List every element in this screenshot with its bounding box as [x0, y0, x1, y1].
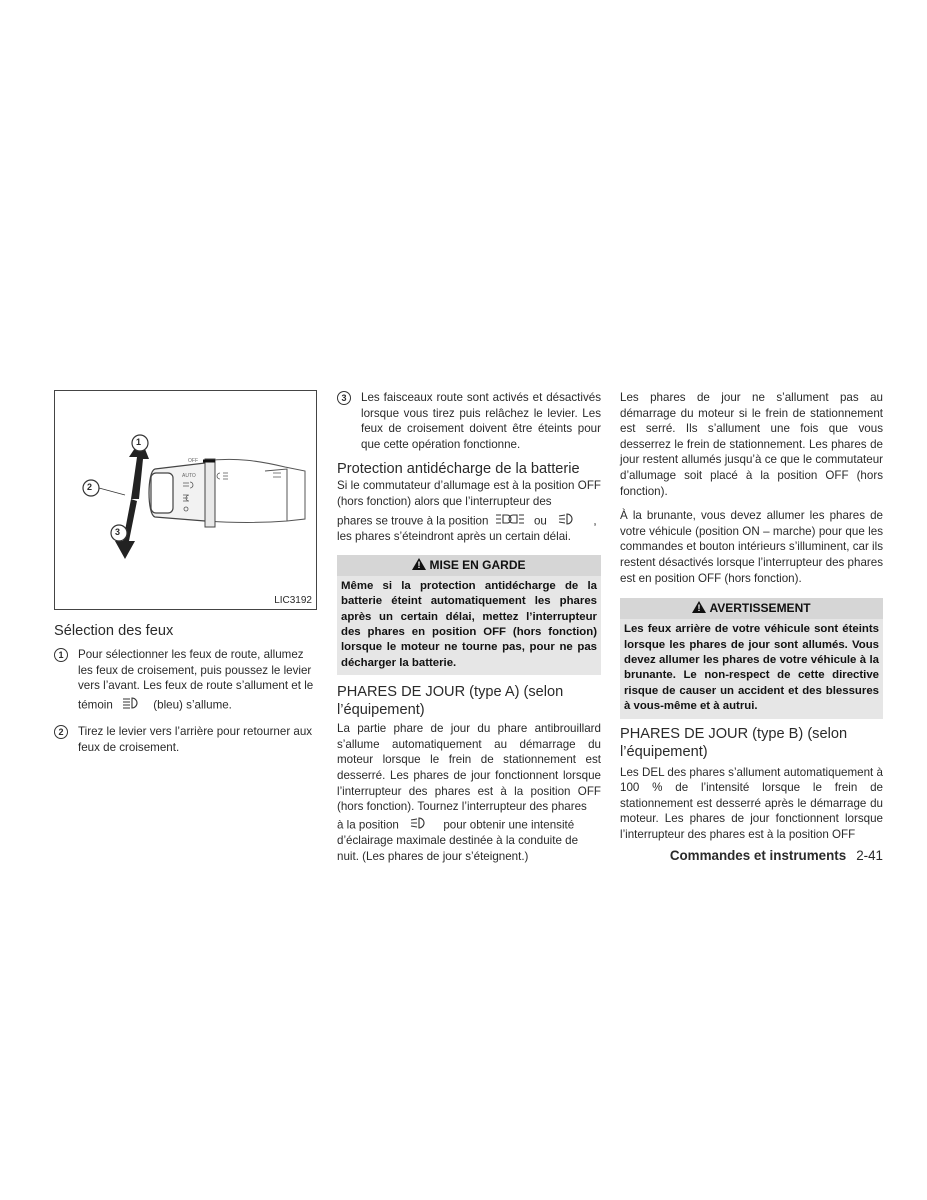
section-heading-drl-a: PHARES DE JOUR (type A) (selon l’équipement): [337, 684, 564, 719]
section-heading-light-selection: Sélection des feux: [54, 623, 174, 639]
headlight-icon: [558, 513, 574, 530]
caution-header: [337, 555, 601, 576]
step-1: [54, 647, 319, 713]
step-number: 1: [54, 648, 68, 662]
step-number: 3: [337, 391, 351, 405]
column-3: [620, 390, 883, 843]
caution-box: [337, 555, 601, 675]
drl-a-text: La partie phare de jour du phare antibrouillard s’allume automatiquement au démarrage du moteur lorsque le frein de stationnement est desserré. Les phares de jour fonctionnent lorsque l’interrupteur des phares est à la position OFF (hors fonction). Tournez l’interrupteur des phares: [337, 722, 601, 814]
warning-triangle-icon: !: [412, 558, 426, 570]
section-heading-battery: Protection antidécharge de la batterie: [337, 461, 580, 478]
step-1-text-c: (bleu) s’allume.: [153, 698, 232, 712]
battery-text-c: ou: [533, 513, 547, 527]
section-heading-drl-b: PHARES DE JOUR (type B) (selon l’équipement): [620, 725, 848, 760]
warning-text: Les feux arrière de votre véhicule sont éteints lorsque les phares de jour sont allumés. Vous devez allumer les phares de votre véhicule à la brunante. Le non-respect de cette directive risque de causer un accident et des blessures à vous-même et à autrui.: [620, 619, 883, 718]
step-1-text-line: [78, 697, 319, 714]
battery-text-e: les phares s’éteindront après un certain délai.: [337, 530, 571, 544]
footer-section: Commandes et instruments: [669, 848, 847, 863]
caution-title: MISE EN GARDE: [429, 557, 526, 572]
caution-text: Même si la protection antidécharge de la batterie éteint automatiquement les phares après un certain délai, mettez l’interrupteur des phares en position OFF (hors fonction) lorsque le moteur ne tourne pas, pour ne pas décharger la batterie.: [337, 576, 601, 675]
parking-light-icon: [495, 513, 525, 530]
column-1: [54, 390, 319, 756]
callout-3: 3: [115, 527, 121, 537]
step-1-text-a: Pour sélectionner les feux de route, allumez les feux de croisement, puis poussez le levier vers l’avant. Les feux de route s’allument et le: [78, 648, 314, 693]
warning-triangle-icon: !: [692, 601, 706, 613]
drl-para-1: Les phares de jour ne s’allument pas au démarrage du moteur si le frein de stationnement est serré. Ils s’allument une fois que vous desserrez le frein de stationnement. Les phares de jour restent allumés jusqu’à ce que le commutateur d’allumage soit placé à la position OFF (hors fonction).: [620, 391, 883, 498]
battery-text: Si le commutateur d’allumage est à la position OFF (hors fonction) alors que l’interrupteur des: [337, 479, 601, 508]
figure-code: LIC3192: [274, 595, 312, 606]
step-1-text-b: témoin: [78, 698, 113, 712]
switch-label-off: OFF: [188, 458, 198, 464]
step-3-text: Les faisceaux route sont activés et désactivés lorsque vous tirez puis relâchez le levier. Les feux de croisement doivent être éteints pour que cette opération fonctionne.: [361, 391, 601, 451]
drl-a-text-c: pour obtenir une intensité d’éclairage maximale destinée à la conduite de nuit. (Les phares de jour s’éteignent.): [337, 818, 579, 863]
warning-title: AVERTISSEMENT: [709, 601, 811, 616]
step-1-text: [78, 647, 319, 694]
headlight-icon: [410, 817, 426, 834]
callout-2: 2: [87, 482, 93, 492]
switch-label-auto: AUTO: [182, 473, 196, 479]
step-3: [337, 390, 601, 452]
step-number: 2: [54, 725, 68, 739]
drl-para-2: À la brunante, vous devez allumer les phares de votre véhicule (position ON – marche) pour que les commandes et bouton intérieurs s’illuminent, car ils restent désactivés lorsque l’interrupteur des phares est en position OFF (hors fonction).: [620, 509, 883, 585]
page-number: 2-41: [856, 848, 883, 863]
step-2: [54, 724, 319, 755]
battery-text-d: ,: [593, 513, 597, 527]
lever-diagram: [55, 391, 318, 611]
drl-b-text: Les DEL des phares s’allument automatiquement à 100 % de l’intensité lorsque le frein de stationnement est desserré après le démarrage du moteur. Les phares de jour fonctionnent lorsque l’interrupteur des phares est à la position OFF: [620, 765, 883, 841]
column-2: [337, 390, 601, 865]
page-footer: [620, 848, 883, 863]
battery-text-line: [337, 513, 601, 530]
callout-1: 1: [136, 437, 142, 447]
step-2-text: Tirez le levier vers l’arrière pour retourner aux feux de croisement.: [78, 725, 313, 754]
warning-header: [620, 598, 883, 619]
drl-a-text-b: à la position: [337, 818, 399, 832]
warning-box: [620, 598, 883, 718]
drl-a-text-line: [337, 817, 601, 865]
high-beam-icon: [122, 697, 138, 714]
headlight-lever-figure: [54, 390, 317, 610]
battery-text-b: phares se trouve à la position: [337, 513, 489, 527]
